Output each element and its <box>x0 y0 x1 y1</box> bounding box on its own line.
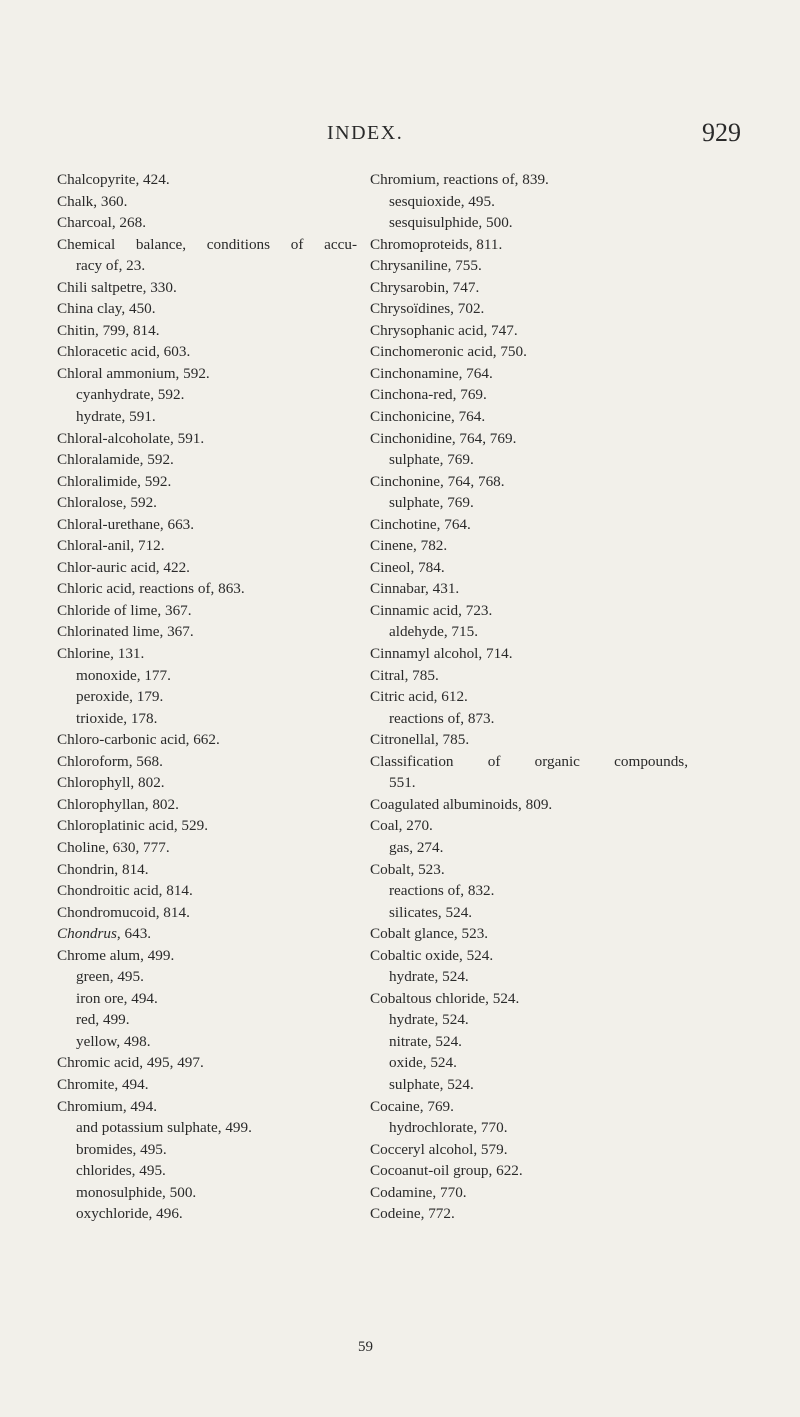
index-entry: Cobaltous chloride, 524. <box>370 989 520 1007</box>
index-entry: Chitin, 799, 814. <box>57 321 160 339</box>
index-entry: Chromite, 494. <box>57 1075 149 1093</box>
index-subentry: monosulphide, 500. <box>76 1183 197 1201</box>
index-entry: Chloral-anil, 712. <box>57 537 165 555</box>
index-subentry: sesquioxide, 495. <box>389 192 495 210</box>
index-entry: Chloral-urethane, 663. <box>57 515 195 533</box>
justified-word: compounds, <box>614 752 688 770</box>
index-entry <box>57 923 357 945</box>
index-entry: Cocceryl alcohol, 579. <box>370 1140 508 1158</box>
index-entry: Chloralamide, 592. <box>57 451 174 469</box>
index-entry: Chili saltpetre, 330. <box>57 278 177 296</box>
index-entry: Chalcopyrite, 424. <box>57 171 170 188</box>
index-subentry: sulphate, 769. <box>389 494 474 512</box>
index-entry: Chlorophyllan, 802. <box>57 795 179 813</box>
index-subentry: reactions of, 873. <box>389 709 495 727</box>
page-title: INDEX. <box>327 122 404 144</box>
index-entry: Chromic acid, 495, 497. <box>57 1054 204 1072</box>
index-entry: Cinchona-red, 769. <box>370 386 487 404</box>
index-entry-pages: , 643. <box>116 925 152 943</box>
index-entry: Chloroform, 568. <box>57 752 163 770</box>
index-entry: Chromoproteids, 811. <box>370 235 503 253</box>
index-entry: Chloralose, 592. <box>57 494 157 512</box>
index-entry <box>370 751 688 773</box>
index-subentry: and potassium sulphate, 499. <box>76 1119 252 1137</box>
index-subentry: cyanhydrate, 592. <box>76 386 185 404</box>
index-entry: Chlorinated lime, 367. <box>57 623 194 641</box>
justified-word: conditions <box>206 235 271 253</box>
index-entry: Choline, 630, 777. <box>57 838 170 856</box>
index-entry: Cobalt, 523. <box>370 860 445 878</box>
justified-word: Chemical <box>57 235 116 253</box>
index-entry: Chondrin, 814. <box>57 860 149 878</box>
index-entry: Chlor-auric acid, 422. <box>57 558 190 576</box>
index-entry: Chloral ammonium, 592. <box>57 364 210 382</box>
index-entry: Coagulated albuminoids, 809. <box>370 795 553 813</box>
justified-word: balance, <box>135 235 187 253</box>
index-entry: Chromium, reactions of, 839. <box>370 171 549 188</box>
index-subentry: green, 495. <box>76 968 144 986</box>
index-subentry: silicates, 524. <box>389 903 473 921</box>
index-subentry: hydrate, 591. <box>76 408 156 426</box>
index-entry: Cineol, 784. <box>370 558 445 576</box>
index-subentry: hydrate, 524. <box>389 968 469 986</box>
index-entry: Chloralimide, 592. <box>57 472 172 490</box>
index-entry: Chromium, 494. <box>57 1097 157 1115</box>
index-entry: Cobaltic oxide, 524. <box>370 946 494 964</box>
index-subentry: sulphate, 524. <box>389 1075 474 1093</box>
page-header <box>0 118 800 152</box>
index-subentry: oxide, 524. <box>389 1054 457 1072</box>
index-entry: Cinene, 782. <box>370 537 448 555</box>
index-subentry: gas, 274. <box>389 838 444 856</box>
index-entry: Chondroitic acid, 814. <box>57 882 193 900</box>
index-entry: Cinchomeronic acid, 750. <box>370 343 527 361</box>
index-entry-continuation: 551. <box>389 774 416 792</box>
index-entry: Chrysaniline, 755. <box>370 257 482 275</box>
index-entry: Chloral-alcoholate, 591. <box>57 429 205 447</box>
index-subentry: peroxide, 179. <box>76 688 164 706</box>
index-entry: Chrysarobin, 747. <box>370 278 480 296</box>
index-entry: Chlorine, 131. <box>57 645 145 663</box>
index-column-right <box>370 169 688 1225</box>
index-entry: Citral, 785. <box>370 666 439 684</box>
justified-word: accu- <box>324 235 357 253</box>
page-number: 929 <box>702 118 741 147</box>
index-entry: Codamine, 770. <box>370 1183 467 1201</box>
index-entry: Cinnabar, 431. <box>370 580 460 598</box>
index-subentry: iron ore, 494. <box>76 989 158 1007</box>
index-entry: Cinchotine, 764. <box>370 515 471 533</box>
index-entry: Cobalt glance, 523. <box>370 925 489 943</box>
index-entry: Cinnamic acid, 723. <box>370 601 493 619</box>
index-entry: Chondromucoid, 814. <box>57 903 190 921</box>
index-entry: Chloric acid, reactions of, 863. <box>57 580 245 598</box>
index-entry: Chrysoïdines, 702. <box>370 300 485 318</box>
index-entry: Charcoal, 268. <box>57 214 146 232</box>
index-entry: Codeine, 772. <box>370 1205 455 1223</box>
index-subentry: monoxide, 177. <box>76 666 171 684</box>
index-entry: Cinchonamine, 764. <box>370 364 493 382</box>
index-entry: Cocaine, 769. <box>370 1097 454 1115</box>
index-subentry: sesquisulphide, 500. <box>389 214 513 232</box>
index-subentry: nitrate, 524. <box>389 1032 462 1050</box>
index-entry: Chloroplatinic acid, 529. <box>57 817 208 835</box>
index-entry: Cinchonicine, 764. <box>370 408 486 426</box>
index-subentry: trioxide, 178. <box>76 709 158 727</box>
index-entry: Citric acid, 612. <box>370 688 468 706</box>
index-entry: Chlorophyll, 802. <box>57 774 165 792</box>
index-entry: Cinchonidine, 764, 769. <box>370 429 517 447</box>
index-subentry: red, 499. <box>76 1011 130 1029</box>
justified-word: of <box>487 752 501 770</box>
index-column-left <box>57 169 357 1225</box>
index-entry: Chrome alum, 499. <box>57 946 175 964</box>
justified-word: of <box>290 235 304 253</box>
index-subentry: hydrate, 524. <box>389 1011 469 1029</box>
index-entry: Cinchonine, 764, 768. <box>370 472 505 490</box>
index-entry: Chloride of lime, 367. <box>57 601 192 619</box>
index-subentry: yellow, 498. <box>76 1032 151 1050</box>
index-entry: Chalk, 360. <box>57 192 128 210</box>
index-entry: Cocoanut-oil group, 622. <box>370 1162 523 1180</box>
index-subentry: chlorides, 495. <box>76 1162 166 1180</box>
index-subentry: oxychloride, 496. <box>76 1205 183 1223</box>
index-entry: Chrysophanic acid, 747. <box>370 321 518 339</box>
index-subentry: aldehyde, 715. <box>389 623 478 641</box>
index-entry-continuation: racy of, 23. <box>76 257 146 275</box>
signature-mark: 59 <box>358 1339 373 1355</box>
index-entry <box>57 234 357 256</box>
index-entry: Cinnamyl alcohol, 714. <box>370 645 513 663</box>
index-entry: Chloracetic acid, 603. <box>57 343 191 361</box>
index-entry: Chloro-carbonic acid, 662. <box>57 731 220 749</box>
index-entry: China clay, 450. <box>57 300 156 318</box>
index-entry: Citronellal, 785. <box>370 731 470 749</box>
index-subentry: bromides, 495. <box>76 1140 167 1158</box>
index-entry-italic-term: Chondrus <box>57 925 117 943</box>
justified-word: Classification <box>370 752 454 770</box>
index-subentry: reactions of, 832. <box>389 882 495 900</box>
index-subentry: hydrochlorate, 770. <box>389 1119 508 1137</box>
index-subentry: sulphate, 769. <box>389 451 474 469</box>
index-entry: Coal, 270. <box>370 817 433 835</box>
justified-word: organic <box>534 752 580 770</box>
